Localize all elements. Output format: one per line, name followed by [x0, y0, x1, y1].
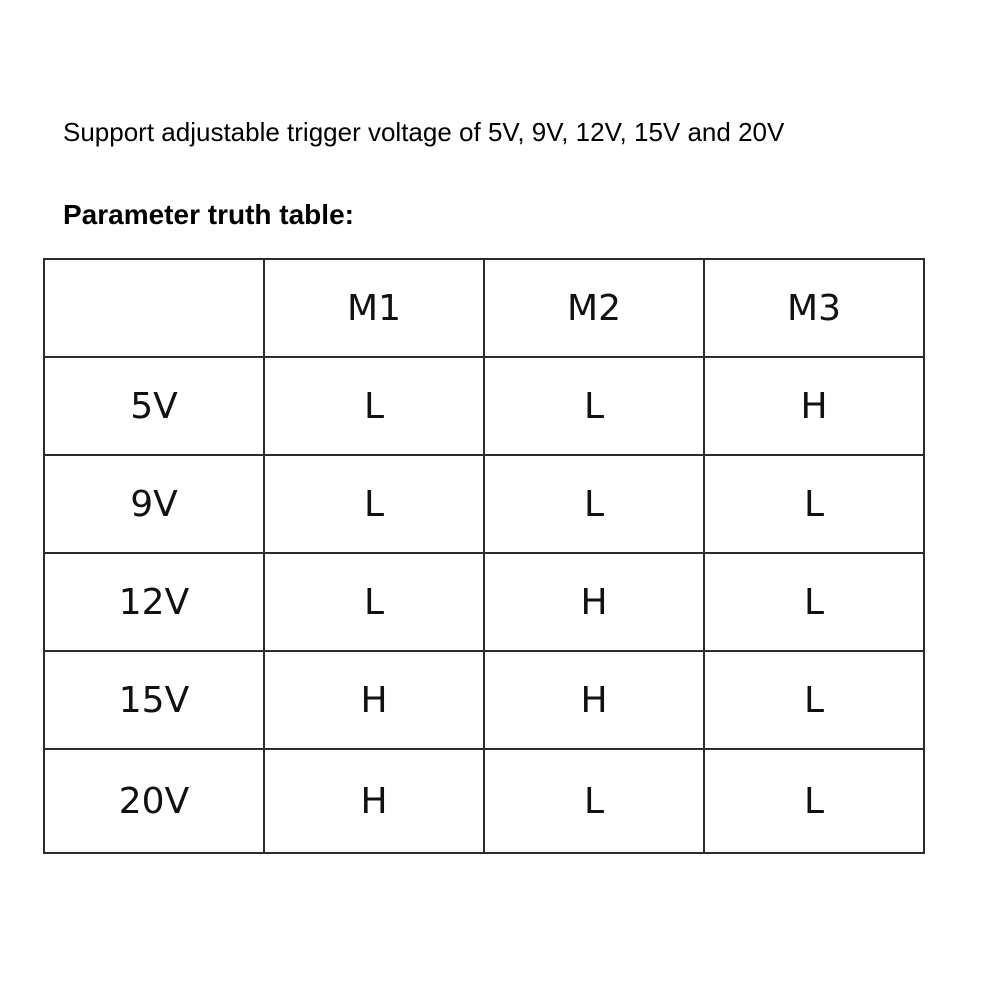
table-cell: H [484, 553, 704, 651]
truth-table [43, 258, 925, 854]
intro-text: Support adjustable trigger voltage of 5V, 9V, 12V, 15V and 20V [63, 117, 785, 147]
column-header-m1: M1 [264, 259, 484, 357]
table-cell: L [704, 749, 924, 853]
table-row [44, 749, 924, 853]
table-row [44, 455, 924, 553]
table-row [44, 553, 924, 651]
table-heading: Parameter truth table: [63, 199, 354, 230]
table-cell: L [484, 749, 704, 853]
corner-cell [44, 259, 264, 357]
row-label: 9V [44, 455, 264, 553]
row-label: 5V [44, 357, 264, 455]
table-cell: L [704, 455, 924, 553]
table-cell: L [264, 357, 484, 455]
column-header-m2: M2 [484, 259, 704, 357]
table-header-row [44, 259, 924, 357]
table-cell: L [484, 357, 704, 455]
row-label: 20V [44, 749, 264, 853]
table-cell: L [704, 553, 924, 651]
table-cell: L [484, 455, 704, 553]
table-cell: L [704, 651, 924, 749]
table-cell: L [264, 553, 484, 651]
table-cell: H [704, 357, 924, 455]
column-header-m3: M3 [704, 259, 924, 357]
table-cell: H [264, 749, 484, 853]
table-cell: L [264, 455, 484, 553]
row-label: 12V [44, 553, 264, 651]
table-row [44, 651, 924, 749]
table-cell: H [484, 651, 704, 749]
row-label: 15V [44, 651, 264, 749]
table-row [44, 357, 924, 455]
table-cell: H [264, 651, 484, 749]
